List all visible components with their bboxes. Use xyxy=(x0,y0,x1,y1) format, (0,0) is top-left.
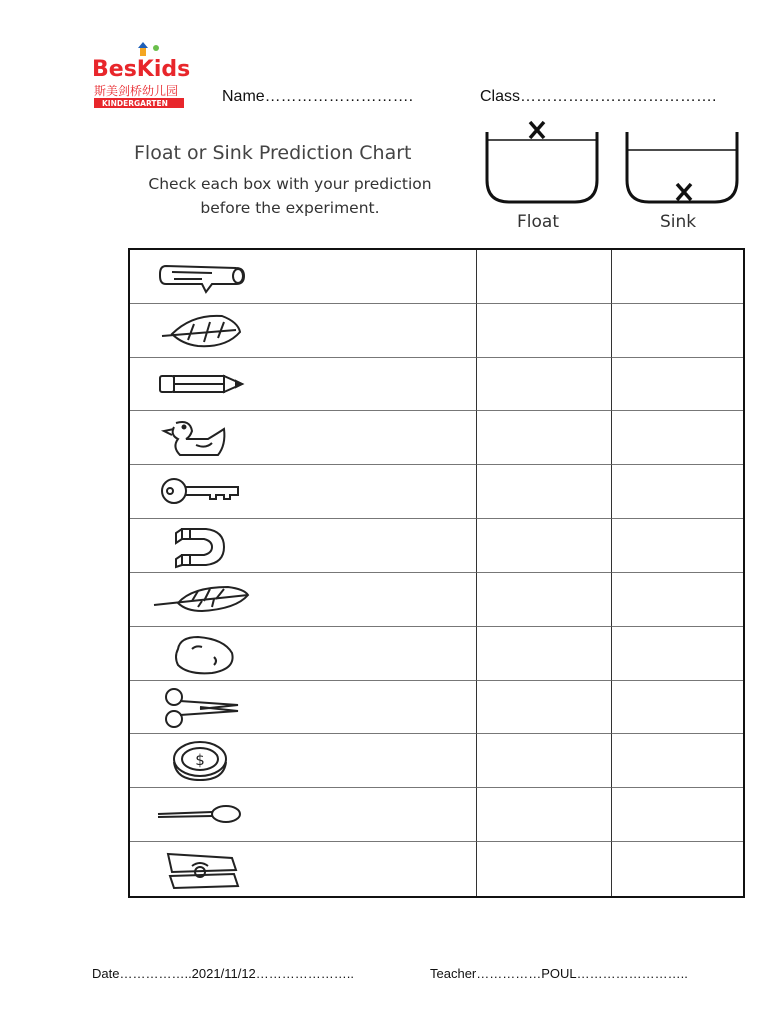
spoon-icon xyxy=(152,792,252,838)
feather-icon xyxy=(152,577,252,623)
stick-icon xyxy=(152,254,252,300)
item-cell xyxy=(130,788,477,842)
float-check-box[interactable] xyxy=(477,788,612,842)
sink-check-box[interactable] xyxy=(612,411,743,465)
sink-check-box[interactable] xyxy=(612,842,743,896)
float-label: Float xyxy=(517,212,559,232)
float-check-box[interactable] xyxy=(477,734,612,788)
sink-check-box[interactable] xyxy=(612,519,743,573)
float-check-box[interactable] xyxy=(477,465,612,519)
sink-bowl-icon xyxy=(627,132,737,202)
item-cell xyxy=(130,358,477,412)
float-check-box[interactable] xyxy=(477,358,612,412)
float-sink-bowls xyxy=(470,110,760,240)
float-check-box[interactable] xyxy=(477,304,612,358)
sink-check-box[interactable] xyxy=(612,465,743,519)
item-cell xyxy=(130,681,477,735)
pencil-icon xyxy=(152,362,252,408)
sink-check-box[interactable] xyxy=(612,573,743,627)
chart-subtitle: Check each box with your prediction before the experiment. xyxy=(148,175,432,217)
float-check-box[interactable] xyxy=(477,519,612,573)
sink-check-box[interactable] xyxy=(612,627,743,681)
item-cell xyxy=(130,519,477,573)
magnet-icon xyxy=(152,523,252,569)
sink-check-box[interactable] xyxy=(612,250,743,304)
sink-check-box[interactable] xyxy=(612,734,743,788)
float-check-box[interactable] xyxy=(477,573,612,627)
item-cell xyxy=(130,734,477,788)
float-check-box[interactable] xyxy=(477,842,612,896)
class-field[interactable]: Class………………………………. xyxy=(480,88,717,105)
item-cell xyxy=(130,465,477,519)
item-cell xyxy=(130,304,477,358)
float-check-box[interactable] xyxy=(477,627,612,681)
item-cell xyxy=(130,411,477,465)
item-cell xyxy=(130,627,477,681)
leaf-icon xyxy=(152,308,252,354)
clothespin-icon xyxy=(152,846,252,892)
sink-check-box[interactable] xyxy=(612,788,743,842)
float-check-box[interactable] xyxy=(477,681,612,735)
name-field[interactable]: Name………………………. xyxy=(222,88,414,105)
prediction-table xyxy=(128,248,745,898)
float-bowl-icon xyxy=(487,122,597,202)
coin-icon xyxy=(152,738,252,784)
sink-label: Sink xyxy=(660,212,697,232)
scissors-icon xyxy=(152,685,252,731)
svg-text:$: $ xyxy=(195,751,205,770)
item-cell xyxy=(130,573,477,627)
logo-kindergarten: KINDERGARTEN xyxy=(102,99,168,108)
logo-chinese: 斯美剑桥幼儿园 xyxy=(94,84,179,98)
item-cell xyxy=(130,842,477,896)
date-field[interactable]: Date……………..2021/11/12………………….. xyxy=(92,966,355,981)
sink-check-box[interactable] xyxy=(612,358,743,412)
key-icon xyxy=(152,469,252,515)
sink-check-box[interactable] xyxy=(612,304,743,358)
float-check-box[interactable] xyxy=(477,411,612,465)
logo-brand: BesKids xyxy=(92,57,191,82)
rubber-duck-icon xyxy=(152,415,252,461)
chart-title: Float or Sink Prediction Chart xyxy=(134,142,412,164)
sink-check-box[interactable] xyxy=(612,681,743,735)
school-logo-icon xyxy=(90,42,200,112)
rock-icon xyxy=(152,631,252,677)
float-check-box[interactable] xyxy=(477,250,612,304)
item-cell xyxy=(130,250,477,304)
teacher-field[interactable]: Teacher……………POUL…………………….. xyxy=(430,966,688,981)
